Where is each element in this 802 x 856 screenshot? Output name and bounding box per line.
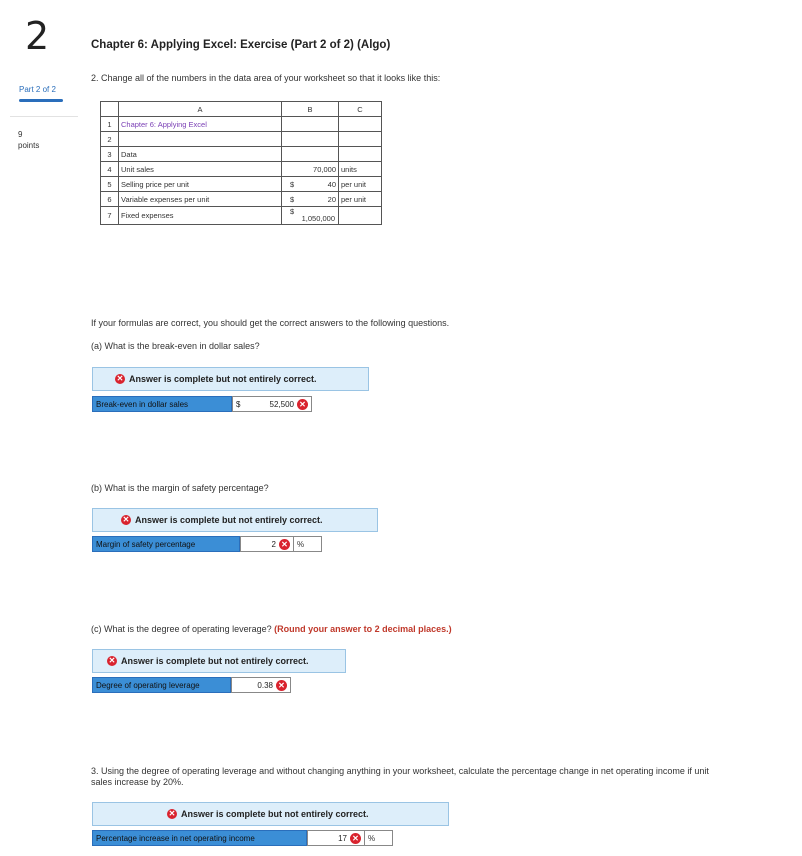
cell-b	[282, 177, 339, 192]
cell-c	[339, 132, 382, 147]
part-indicator: Part 2 of 2	[19, 85, 56, 94]
cell-b: 70,000	[282, 162, 339, 177]
feedback-text: Answer is complete but not entirely correct.	[121, 656, 309, 666]
table-row	[101, 192, 382, 207]
column-header-c: C	[339, 102, 382, 117]
x-circle-icon: ✕	[297, 399, 308, 410]
rail-divider	[10, 116, 78, 117]
answer-row-b	[92, 536, 322, 552]
cell-c	[339, 117, 382, 132]
break-even-input[interactable]	[232, 396, 312, 412]
question-a: (a) What is the break-even in dollar sales?	[91, 341, 260, 351]
cell-b-value: 20	[327, 194, 336, 204]
x-circle-icon: ✕	[276, 680, 287, 691]
row-number: 4	[101, 162, 119, 177]
percentage-increase-input[interactable]	[307, 830, 365, 846]
answer-label: Break-even in dollar sales	[92, 396, 232, 412]
x-circle-icon: ✕	[122, 515, 130, 524]
table-row	[101, 132, 382, 147]
cell-a: Data	[119, 147, 282, 162]
currency-sign: $	[290, 206, 295, 216]
question-b: (b) What is the margin of safety percentage?	[91, 483, 269, 493]
x-circle-icon: ✕	[116, 374, 124, 383]
answer-row-a	[92, 396, 312, 412]
answer-value: 52,500	[269, 399, 294, 409]
rounding-note: (Round your answer to 2 decimal places.)	[274, 624, 452, 634]
cell-a	[119, 132, 282, 147]
feedback-banner-3	[92, 802, 449, 826]
row-number: 1	[101, 117, 119, 132]
x-circle-icon: ✕	[108, 656, 116, 665]
answer-value: 17	[338, 833, 347, 843]
table-row	[101, 117, 382, 132]
operating-leverage-input[interactable]	[231, 677, 291, 693]
currency-sign: $	[290, 194, 295, 204]
points-value: 9	[18, 130, 23, 139]
cell-b-value: 40	[327, 179, 336, 189]
margin-of-safety-input[interactable]	[240, 536, 294, 552]
cell-b	[282, 192, 339, 207]
unit-label: %	[294, 536, 322, 552]
worksheet-table	[100, 101, 382, 225]
cell-c: per unit	[339, 177, 382, 192]
column-header-b: B	[282, 102, 339, 117]
row-number: 3	[101, 147, 119, 162]
cell-a: Chapter 6: Applying Excel	[119, 117, 282, 132]
currency-sign: $	[236, 399, 241, 409]
unit-label: %	[365, 830, 393, 846]
question-number: 2	[25, 14, 50, 58]
table-row	[101, 147, 382, 162]
x-circle-icon: ✕	[168, 809, 176, 818]
answer-label: Degree of operating leverage	[92, 677, 231, 693]
feedback-banner-b	[92, 508, 378, 532]
x-circle-icon: ✕	[350, 833, 361, 844]
answer-label: Margin of safety percentage	[92, 536, 240, 552]
cell-b	[282, 147, 339, 162]
answer-row-3	[92, 830, 393, 846]
cell-c	[339, 207, 382, 225]
feedback-banner-c	[92, 649, 346, 673]
points-label: points	[18, 141, 40, 150]
cell-a: Fixed expenses	[119, 207, 282, 225]
page-title: Chapter 6: Applying Excel: Exercise (Part 2 of 2) (Algo)	[91, 39, 391, 51]
cell-b	[282, 132, 339, 147]
row-number: 2	[101, 132, 119, 147]
answer-value: 0.38	[257, 680, 273, 690]
table-row	[101, 207, 382, 225]
cell-a: Variable expenses per unit	[119, 192, 282, 207]
column-header-row	[101, 102, 382, 117]
questions-intro: If your formulas are correct, you should get the correct answers to the following questions.	[91, 318, 450, 328]
cell-c: per unit	[339, 192, 382, 207]
row-number: 7	[101, 207, 119, 225]
cell-a: Unit sales	[119, 162, 282, 177]
corner-cell	[101, 102, 119, 117]
feedback-text: Answer is complete but not entirely correct.	[135, 515, 323, 525]
part-progress-bar	[19, 99, 63, 102]
column-header-a: A	[119, 102, 282, 117]
cell-b-value: 1,050,000	[301, 213, 335, 223]
table-row	[101, 177, 382, 192]
cell-c: units	[339, 162, 382, 177]
cell-a: Selling price per unit	[119, 177, 282, 192]
cell-b	[282, 117, 339, 132]
answer-label: Percentage increase in net operating income	[92, 830, 307, 846]
row-number: 6	[101, 192, 119, 207]
question-3: 3. Using the degree of operating leverage and without changing anything in your worksheet, calculate the percentage change in net operating income if unit sales increase by 20%.	[91, 766, 709, 787]
row-number: 5	[101, 177, 119, 192]
currency-sign: $	[290, 179, 295, 189]
cell-b	[282, 207, 339, 225]
answer-row-c	[92, 677, 291, 693]
feedback-banner-a	[92, 367, 369, 391]
table-row	[101, 162, 382, 177]
feedback-text: Answer is complete but not entirely correct.	[129, 374, 317, 384]
x-circle-icon: ✕	[279, 539, 290, 550]
question-c: (c) What is the degree of operating leverage? (Round your answer to 2 decimal places.)	[91, 624, 452, 634]
cell-c	[339, 147, 382, 162]
feedback-text: Answer is complete but not entirely correct.	[181, 809, 369, 819]
instruction-text: 2. Change all of the numbers in the data area of your worksheet so that it looks like this:	[91, 73, 441, 83]
answer-value: 2	[271, 539, 276, 549]
